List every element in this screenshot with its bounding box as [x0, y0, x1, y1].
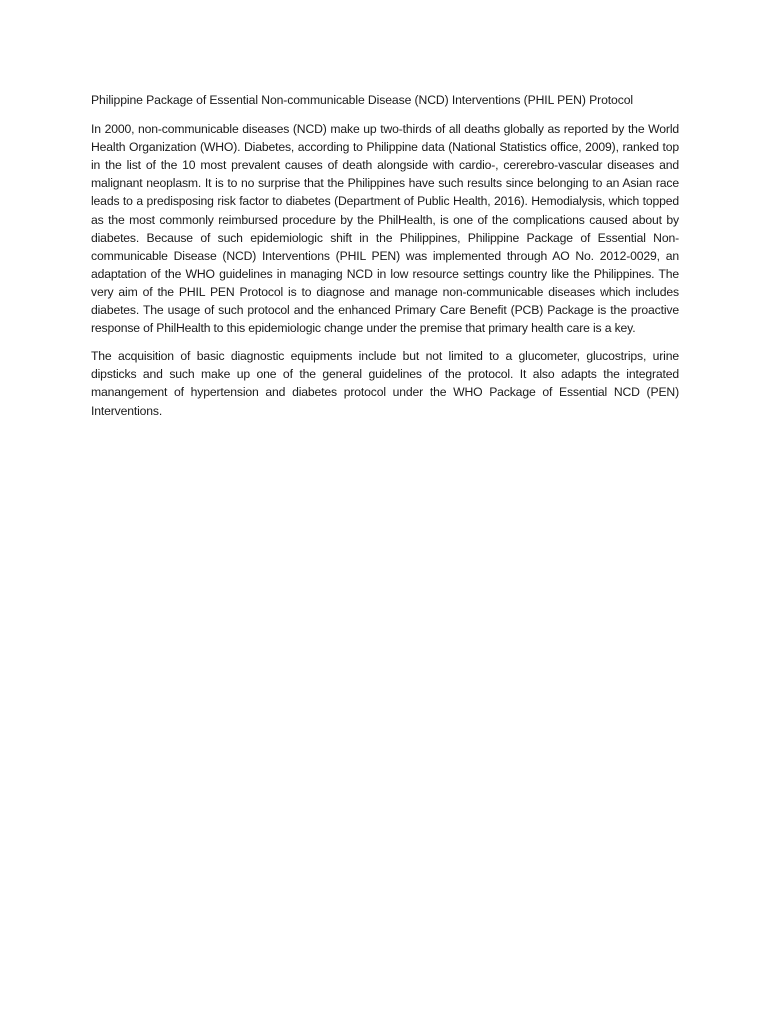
- paragraph-diagnostic-equipment: The acquisition of basic diagnostic equipments include but not limited to a glucometer, glucostrips, urine dipsticks and such make up one of the general guidelines of the protocol. It also adapts the integrated manangement of hypertension and diabetes protocol under the WHO Package of Essential NCD (PEN) Interventions.: [91, 349, 679, 418]
- document-title: Philippine Package of Essential Non-communicable Disease (NCD) Interventions (PHIL PEN) Protocol: [91, 93, 634, 107]
- document-page: [91, 91, 679, 430]
- paragraph-ncd-background: In 2000, non-communicable diseases (NCD) make up two-thirds of all deaths globally as reported by the World Health Organization (WHO). Diabetes, according to Philippine data (National Statistics office, 2009), ranked top in the list of the 10 most prevalent causes of death alongside with cardio-, cererebro-vascular diseases and malignant neoplasm. It is to no surprise that the Philippines have such results since belonging to an Asian race leads to a predisposing risk factor to diabetes (Department of Public Health, 2016). Hemodialysis, which topped as the most commonly reimbursed procedure by the PhilHealth, is one of the complications caused about by diabetes. Because of such epidemiologic shift in the Philippines, Philippine Package of Essential Non-communicable Disease (NCD) Interventions (PHIL PEN) was implemented through AO No. 2012-0029, an adaptation of the WHO guidelines in managing NCD in low resource settings country like the Philippines. The very aim of the PHIL PEN Protocol is to diagnose and manage non-communicable diseases which includes diabetes. The usage of such protocol and the enhanced Primary Care Benefit (PCB) Package is the proactive response of PhilHealth to this epidemiologic change under the premise that primary health care is a key.: [91, 122, 679, 336]
